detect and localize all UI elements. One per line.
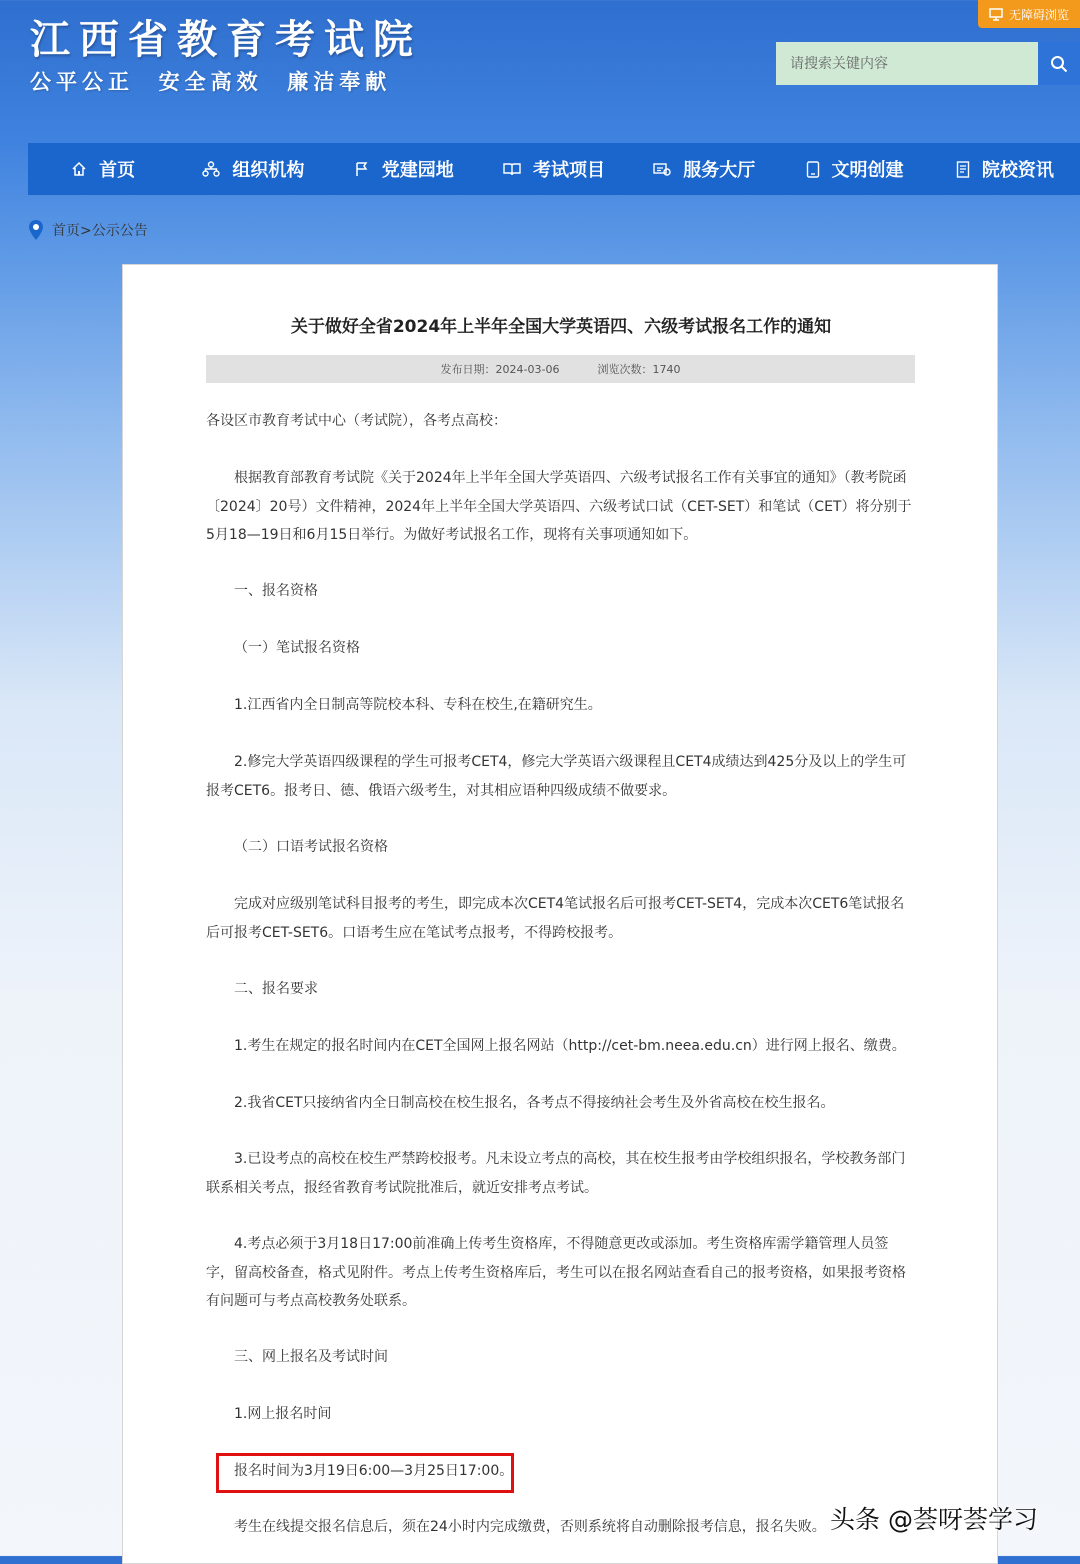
breadcrumb-home-link[interactable]: 首页 bbox=[52, 223, 80, 239]
tablet-icon bbox=[806, 161, 820, 178]
document-icon bbox=[956, 161, 970, 178]
view-count: 1740 bbox=[652, 363, 681, 376]
nav-item-home[interactable] bbox=[28, 143, 178, 195]
org-chart-icon bbox=[202, 161, 220, 177]
site-slogan: 公平公正 安全高效 廉洁奉献 bbox=[30, 70, 392, 94]
publish-date: 2024-03-06 bbox=[495, 363, 560, 376]
paragraph-intro: 根据教育部教育考试院《关于2024年上半年全国大学英语四、六级考试报名工作有关事宜的通知》（教考院函〔2024〕20号）文件精神，2024年上半年全国大学英语四、六级考试口试（CET-SET）和笔试（CET）将分别于5月18—19日和6月15日举行。为做好考试报名工作，现将有关事项通知如下。 bbox=[206, 470, 912, 543]
nav-item-exam-projects[interactable] bbox=[479, 143, 629, 195]
site-title: 江西省教育考试院 bbox=[30, 16, 422, 63]
paragraph-item: 1.考生在规定的报名时间内在CET全国网上报名网站（http://cet-bm.neea.edu.cn）进行网上报名、缴费。 bbox=[234, 1038, 906, 1054]
nav-label: 首页 bbox=[99, 160, 136, 181]
nav-item-party-building[interactable] bbox=[329, 143, 479, 195]
subsection-heading: （一）笔试报名资格 bbox=[234, 640, 360, 656]
nav-item-college-news[interactable] bbox=[930, 143, 1080, 195]
paragraph-item: 4.考点必须于3月18日17:00前准确上传考生资格库，不得随意更改或添加。考生资格库需学籍管理人员签字，留高校备查，格式见附件。考点上传考生资格库后，考生可以在报名网站查看自己的报考资格，如果报考资格有问题可与考点高校教务处联系。 bbox=[206, 1236, 906, 1309]
watermark: 头条 @荟呀荟学习 bbox=[830, 1505, 1038, 1534]
breadcrumb-separator: > bbox=[80, 223, 92, 239]
section-heading: 二、报名要求 bbox=[234, 981, 318, 997]
highlight-annotation bbox=[216, 1453, 514, 1493]
breadcrumb bbox=[28, 219, 148, 241]
nav-item-service-hall[interactable] bbox=[629, 143, 779, 195]
home-icon bbox=[71, 161, 87, 177]
nav-label: 组织机构 bbox=[232, 160, 305, 181]
article-meta bbox=[206, 355, 915, 383]
monitor-icon bbox=[989, 8, 1003, 21]
accessibility-label: 无障碍浏览 bbox=[1008, 7, 1069, 22]
subsection-heading: （二）口语考试报名资格 bbox=[234, 839, 388, 855]
search-input[interactable] bbox=[776, 42, 1038, 85]
paragraph-item: 2.我省CET只接纳省内全日制高校在校生报名，各考点不得接纳社会考生及外省高校在校生报名。 bbox=[234, 1095, 835, 1111]
nav-label: 文明创建 bbox=[831, 160, 904, 181]
flag-icon bbox=[354, 161, 370, 177]
main-nav bbox=[28, 143, 1080, 195]
section-heading: 三、网上报名及考试时间 bbox=[234, 1349, 388, 1365]
nav-label: 院校资讯 bbox=[981, 160, 1054, 181]
breadcrumb-current[interactable]: 公示公告 bbox=[91, 223, 148, 239]
paragraph-item: 3.已设考点的高校在校生严禁跨校报考。凡未设立考点的高校，其在校生报考由学校组织报名，学校教务部门联系相关考点，报经省教育考试院批准后，就近安排考点考试。 bbox=[206, 1151, 906, 1196]
nav-label: 考试项目 bbox=[532, 160, 605, 181]
accessibility-button[interactable] bbox=[978, 0, 1080, 28]
paragraph-item: 考生在线提交报名信息后，须在24小时内完成缴费，否则系统将自动删除报考信息，报名失败。 bbox=[234, 1519, 826, 1535]
search-icon bbox=[1050, 55, 1068, 73]
nav-item-organization[interactable] bbox=[178, 143, 328, 195]
nav-label: 党建园地 bbox=[381, 160, 454, 181]
subsection-heading: 1.网上报名时间 bbox=[234, 1406, 332, 1422]
paragraph-item: 完成对应级别笔试科目报考的考生，即完成本次CET4笔试报名后可报考CET-SET4，完成本次CET6笔试报名后可报考CET-SET6。口语考生应在笔试考点报考，不得跨校报考。 bbox=[206, 896, 905, 941]
nav-item-civilization[interactable] bbox=[779, 143, 929, 195]
paragraph-item: 2.修完大学英语四级课程的学生可报考CET4，修完大学英语六级课程且CET4成绩达到425分及以上的学生可报考CET6。报考日、德、俄语六级考生，对其相应语种四级成绩不做要求。 bbox=[206, 754, 907, 799]
nav-label: 服务大厅 bbox=[683, 160, 756, 181]
views-label: 浏览次数： bbox=[597, 363, 653, 376]
publish-date-label: 发布日期： bbox=[440, 363, 496, 376]
article-card bbox=[122, 264, 998, 1564]
section-heading: 一、报名资格 bbox=[234, 583, 318, 599]
salutation: 各设区市教育考试中心（考试院），各考点高校： bbox=[206, 413, 507, 429]
registration-time: 报名时间为3月19日6:00—3月25日17:00。 bbox=[234, 1463, 514, 1479]
search-button[interactable] bbox=[1038, 42, 1080, 85]
paragraph-item: 1.江西省内全日制高等院校本科、专科在校生,在籍研究生。 bbox=[234, 697, 602, 713]
article-title: 关于做好全省2024年上半年全国大学英语四、六级考试报名工作的通知 bbox=[290, 317, 832, 337]
location-pin-icon bbox=[28, 219, 44, 241]
book-icon bbox=[503, 161, 521, 177]
service-icon bbox=[653, 161, 671, 177]
